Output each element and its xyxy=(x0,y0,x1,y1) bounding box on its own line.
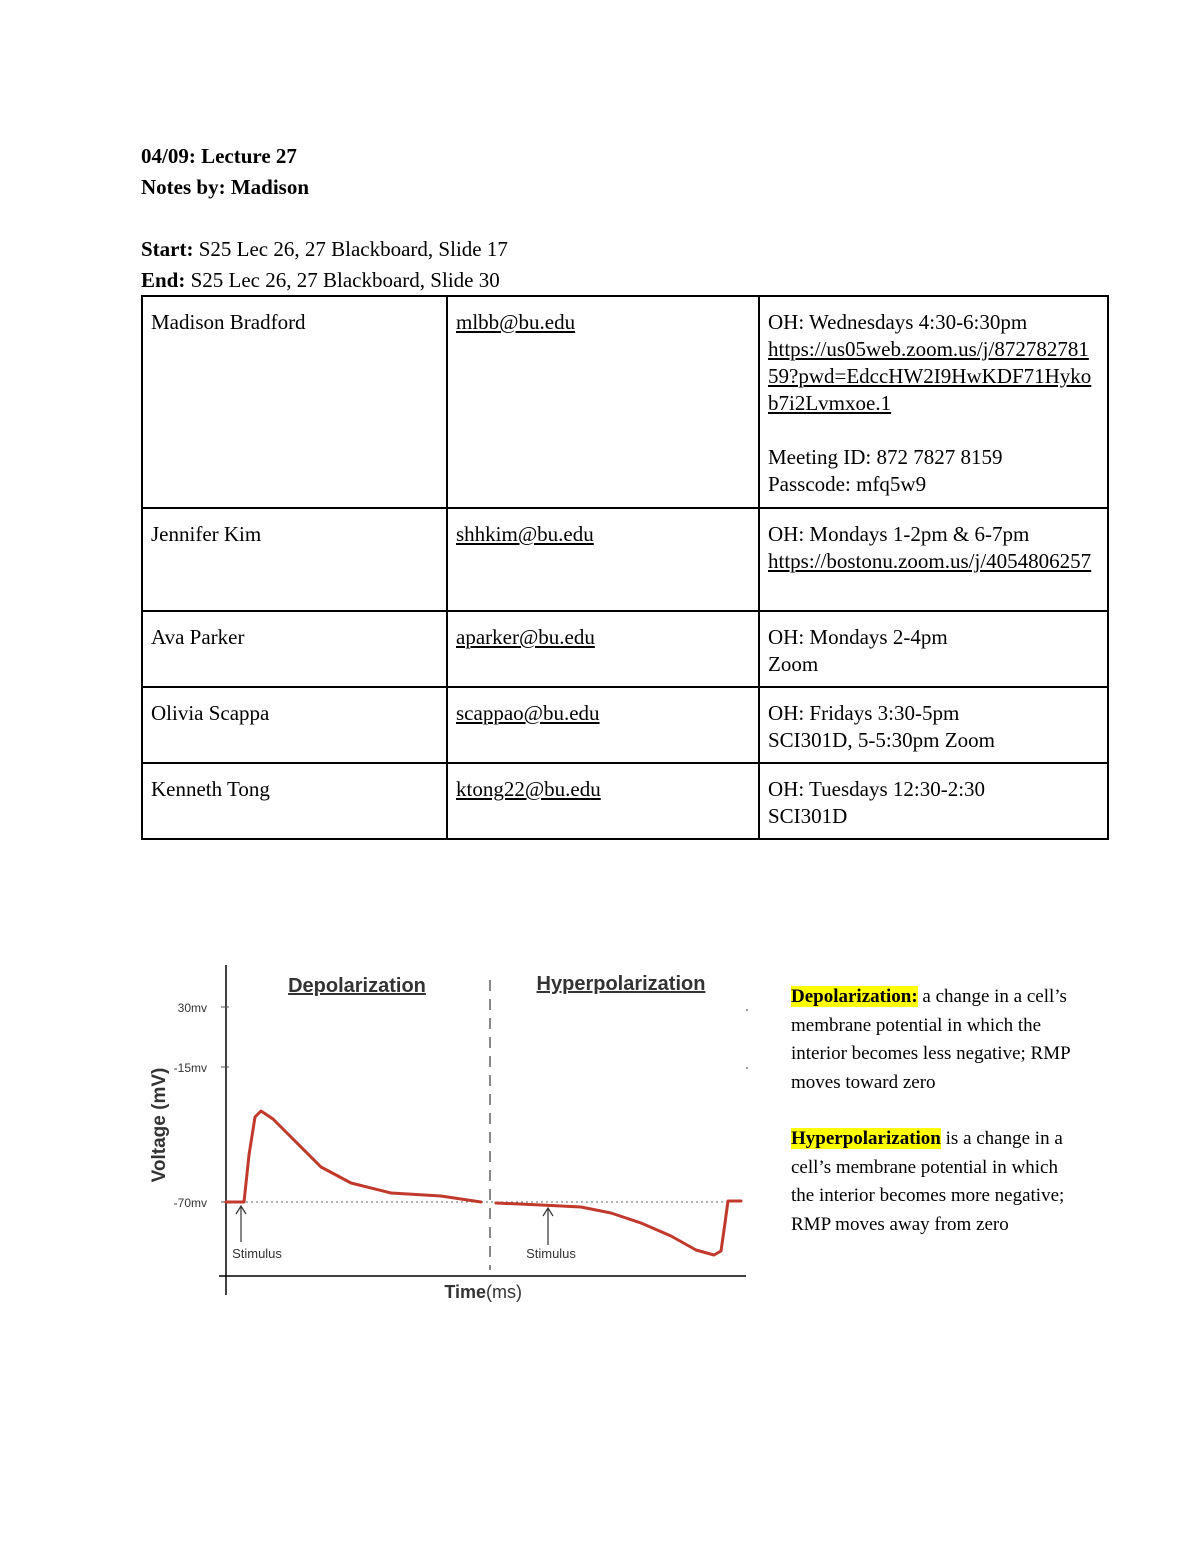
hyperpolarization-text: is a change in a cell’s membrane potential in which the interior becomes more negative; RMP moves away from zero xyxy=(791,1128,1065,1235)
hyperpolarization-heading: Hyperpolarization xyxy=(536,973,706,995)
start-label: Start: xyxy=(141,237,194,261)
office-hours: OH: Mondays 2-4pm xyxy=(768,625,948,649)
location: SCI301D xyxy=(768,804,848,828)
start-value: S25 Lec 26, 27 Blackboard, Slide 17 xyxy=(193,237,508,261)
table-row xyxy=(142,611,1108,687)
depolarization-text: a change in a cell’s membrane potential in which the interior becomes less negative; RMP moves toward zero xyxy=(791,986,1070,1093)
email-link[interactable]: scappao@bu.edu xyxy=(456,701,600,725)
ta-office-hours-table xyxy=(141,295,1109,840)
lecture-title: 04/09: Lecture 27 xyxy=(141,144,297,168)
office-hours: OH: Wednesdays 4:30-6:30pm xyxy=(768,310,1028,334)
zoom-link[interactable]: https://us05web.zoom.us/j/87278278159?pwd=EdccHW2I9HwKDF71Hykob7i2Lvmxoe.1 xyxy=(768,337,1092,415)
definitions xyxy=(791,983,1081,1239)
depolarization-term: Depolarization: xyxy=(791,986,918,1007)
tick-label: -70mv xyxy=(173,1196,207,1210)
x-axis-unit: (ms) xyxy=(486,1282,522,1302)
hyperpolarization-term: Hyperpolarization xyxy=(791,1128,941,1149)
notes-author: Notes by: Madison xyxy=(141,175,310,199)
x-axis-label: Time xyxy=(444,1282,486,1302)
office-hours: OH: Mondays 1-2pm & 6-7pm xyxy=(768,522,1030,546)
end-value: S25 Lec 26, 27 Blackboard, Slide 30 xyxy=(185,268,500,292)
ta-name: Madison Bradford xyxy=(142,296,447,508)
email-link[interactable]: ktong22@bu.edu xyxy=(456,777,601,801)
location: SCI301D, 5-5:30pm Zoom xyxy=(768,728,995,752)
membrane-potential-figure xyxy=(141,955,761,1315)
depolarization-curve xyxy=(226,1111,481,1202)
table-row xyxy=(142,296,1108,508)
table-row xyxy=(142,763,1108,839)
tick-label: -15mv xyxy=(173,1061,207,1075)
tick-label: 30mv xyxy=(177,1001,207,1015)
table-row xyxy=(142,508,1108,611)
table-row xyxy=(142,687,1108,763)
depolarization-heading: Depolarization xyxy=(288,975,426,997)
email-link[interactable]: mlbb@bu.edu xyxy=(456,310,576,334)
email-link[interactable]: shhkim@bu.edu xyxy=(456,522,594,546)
stray-dot xyxy=(746,1067,748,1069)
ta-name: Ava Parker xyxy=(142,611,447,687)
office-hours: OH: Tuesdays 12:30-2:30 xyxy=(768,777,986,801)
email-link[interactable]: aparker@bu.edu xyxy=(456,625,595,649)
office-hours: OH: Fridays 3:30-5pm xyxy=(768,701,960,725)
depolarization-definition xyxy=(791,983,1081,1097)
meeting-id: Meeting ID: 872 7827 8159 xyxy=(768,445,1003,469)
end-line xyxy=(141,265,500,296)
zoom-link[interactable]: https://bostonu.zoom.us/j/4054806257 xyxy=(768,549,1092,573)
ta-name: Olivia Scappa xyxy=(142,687,447,763)
y-axis-label: Voltage (mV) xyxy=(149,1067,170,1183)
location: Zoom xyxy=(768,652,819,676)
passcode: Passcode: mfq5w9 xyxy=(768,472,927,496)
stimulus-label: Stimulus xyxy=(232,1246,282,1261)
start-line xyxy=(141,234,508,265)
end-label: End: xyxy=(141,268,186,292)
hyperpolarization-definition xyxy=(791,1125,1081,1239)
ta-name: Kenneth Tong xyxy=(142,763,447,839)
stray-dot xyxy=(746,1009,748,1011)
stimulus-label: Stimulus xyxy=(526,1246,576,1261)
ta-name: Jennifer Kim xyxy=(142,508,447,611)
